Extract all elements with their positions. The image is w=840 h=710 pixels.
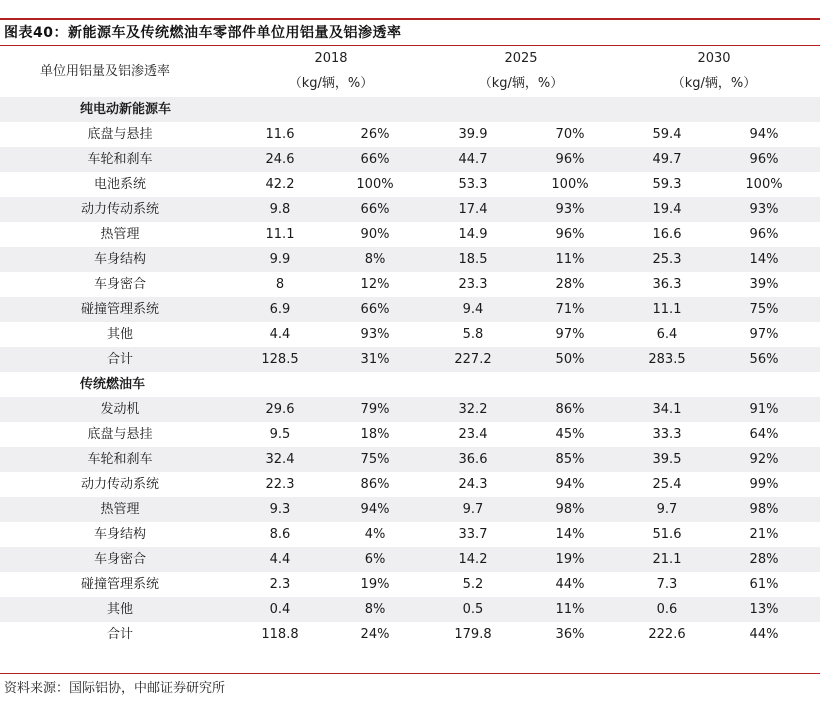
table-row — [0, 147, 820, 172]
penetration-2025: 71% — [555, 302, 585, 317]
table-row — [0, 347, 820, 372]
penetration-2030: 97% — [749, 327, 779, 342]
row-label: 动力传动系统 — [80, 202, 159, 217]
value-2030: 59.4 — [652, 127, 682, 142]
table-row — [0, 547, 820, 572]
value-2018: 9.5 — [269, 427, 291, 442]
penetration-2025: 36% — [555, 627, 585, 642]
value-2025: 5.2 — [462, 577, 484, 592]
value-2018: 24.6 — [265, 152, 295, 167]
penetration-2018: 12% — [360, 277, 390, 292]
penetration-2025: 98% — [555, 502, 585, 517]
penetration-2018: 26% — [360, 127, 390, 142]
penetration-2030: 64% — [749, 427, 779, 442]
row-label: 车身密合 — [93, 277, 146, 292]
table-row — [0, 297, 820, 322]
row-label: 车轮和刹车 — [87, 152, 153, 167]
value-2025: 44.7 — [458, 152, 488, 167]
value-2030: 283.5 — [648, 352, 686, 367]
penetration-2030: 75% — [749, 302, 779, 317]
penetration-2025: 100% — [551, 177, 589, 192]
header-year-2018: 2018 — [314, 51, 348, 66]
row-label: 碰撞管理系统 — [80, 577, 159, 592]
value-2025: 14.2 — [458, 552, 488, 567]
penetration-2018: 66% — [360, 152, 390, 167]
value-2030: 9.7 — [656, 502, 678, 517]
penetration-2025: 11% — [555, 602, 585, 617]
penetration-2018: 31% — [360, 352, 390, 367]
penetration-2018: 19% — [360, 577, 390, 592]
penetration-2018: 8% — [364, 252, 386, 267]
header-unit-2030: （kg/辆，%） — [671, 76, 757, 91]
penetration-2025: 94% — [555, 477, 585, 492]
value-2018: 118.8 — [261, 627, 299, 642]
penetration-2030: 14% — [749, 252, 779, 267]
section-title: 传统燃油车 — [80, 377, 146, 392]
data-table — [0, 97, 820, 647]
penetration-2030: 91% — [749, 402, 779, 417]
row-label: 车身密合 — [93, 552, 146, 567]
penetration-2025: 45% — [555, 427, 585, 442]
header-unit-2018: （kg/辆，%） — [288, 76, 374, 91]
table-row — [0, 397, 820, 422]
row-label: 发动机 — [100, 402, 140, 417]
value-2030: 51.6 — [652, 527, 682, 542]
penetration-2025: 19% — [555, 552, 585, 567]
value-2030: 34.1 — [652, 402, 682, 417]
row-label: 底盘与悬挂 — [87, 127, 153, 142]
table-row — [0, 497, 820, 522]
penetration-2018: 90% — [360, 227, 390, 242]
value-2025: 227.2 — [454, 352, 492, 367]
value-2030: 25.4 — [652, 477, 682, 492]
value-2025: 17.4 — [458, 202, 488, 217]
penetration-2025: 11% — [555, 252, 585, 267]
penetration-2030: 21% — [749, 527, 779, 542]
penetration-2025: 28% — [555, 277, 585, 292]
penetration-2025: 93% — [555, 202, 585, 217]
penetration-2030: 44% — [749, 627, 779, 642]
value-2018: 29.6 — [265, 402, 295, 417]
table-row — [0, 572, 820, 597]
penetration-2025: 96% — [555, 152, 585, 167]
value-2018: 6.9 — [269, 302, 291, 317]
row-label: 合计 — [106, 627, 133, 642]
value-2025: 5.8 — [462, 327, 484, 342]
penetration-2025: 70% — [555, 127, 585, 142]
table-title: 图表40：新能源车及传统燃油车零部件单位用铝量及铝渗透率 — [4, 25, 402, 41]
value-2025: 9.4 — [462, 302, 484, 317]
penetration-2018: 4% — [364, 527, 386, 542]
header-year-2025: 2025 — [504, 51, 538, 66]
table-row — [0, 522, 820, 547]
penetration-2018: 93% — [360, 327, 390, 342]
bottom-rule — [0, 673, 820, 674]
value-2025: 33.7 — [458, 527, 488, 542]
value-2030: 0.6 — [656, 602, 678, 617]
penetration-2030: 100% — [745, 177, 783, 192]
penetration-2025: 44% — [555, 577, 585, 592]
table-row — [0, 172, 820, 197]
value-2025: 32.2 — [458, 402, 488, 417]
header-year-2030: 2030 — [697, 51, 731, 66]
penetration-2018: 66% — [360, 302, 390, 317]
penetration-2018: 94% — [360, 502, 390, 517]
table-row — [0, 122, 820, 147]
table-row — [0, 447, 820, 472]
penetration-2018: 8% — [364, 602, 386, 617]
value-2018: 0.4 — [269, 602, 291, 617]
row-label: 热管理 — [100, 502, 140, 517]
section-title: 纯电动新能源车 — [80, 102, 172, 117]
value-2030: 59.3 — [652, 177, 682, 192]
source-note: 资料来源：国际铝协，中邮证券研究所 — [4, 681, 226, 696]
table-row — [0, 197, 820, 222]
value-2018: 42.2 — [265, 177, 295, 192]
penetration-2025: 96% — [555, 227, 585, 242]
top-rule — [0, 18, 820, 20]
row-label: 热管理 — [100, 227, 140, 242]
value-2030: 16.6 — [652, 227, 682, 242]
row-label: 车身结构 — [93, 252, 146, 267]
value-2025: 9.7 — [462, 502, 484, 517]
value-2030: 36.3 — [652, 277, 682, 292]
penetration-2018: 18% — [360, 427, 390, 442]
section-header-row — [0, 97, 820, 122]
row-label: 其他 — [106, 327, 133, 342]
table-row — [0, 622, 820, 647]
value-2030: 25.3 — [652, 252, 682, 267]
penetration-2030: 94% — [749, 127, 779, 142]
value-2025: 23.3 — [458, 277, 488, 292]
table-row — [0, 272, 820, 297]
table-row — [0, 472, 820, 497]
value-2018: 11.6 — [265, 127, 295, 142]
value-2025: 18.5 — [458, 252, 488, 267]
value-2030: 7.3 — [656, 577, 678, 592]
title-rule — [0, 45, 820, 46]
penetration-2018: 75% — [360, 452, 390, 467]
value-2018: 32.4 — [265, 452, 295, 467]
penetration-2030: 56% — [749, 352, 779, 367]
row-label: 碰撞管理系统 — [80, 302, 159, 317]
value-2025: 53.3 — [458, 177, 488, 192]
value-2025: 36.6 — [458, 452, 488, 467]
value-2018: 8.6 — [269, 527, 291, 542]
value-2018: 9.3 — [269, 502, 291, 517]
table-row — [0, 247, 820, 272]
value-2030: 21.1 — [652, 552, 682, 567]
penetration-2030: 92% — [749, 452, 779, 467]
value-2018: 4.4 — [269, 327, 291, 342]
penetration-2030: 13% — [749, 602, 779, 617]
table-row — [0, 597, 820, 622]
penetration-2030: 39% — [749, 277, 779, 292]
value-2030: 6.4 — [656, 327, 678, 342]
penetration-2030: 61% — [749, 577, 779, 592]
penetration-2030: 93% — [749, 202, 779, 217]
row-label: 电池系统 — [93, 177, 146, 192]
table-row — [0, 422, 820, 447]
value-2025: 39.9 — [458, 127, 488, 142]
penetration-2030: 98% — [749, 502, 779, 517]
penetration-2030: 99% — [749, 477, 779, 492]
value-2018: 22.3 — [265, 477, 295, 492]
penetration-2025: 14% — [555, 527, 585, 542]
penetration-2025: 97% — [555, 327, 585, 342]
header-unit-2025: （kg/辆，%） — [478, 76, 564, 91]
penetration-2030: 28% — [749, 552, 779, 567]
value-2030: 19.4 — [652, 202, 682, 217]
table-row — [0, 322, 820, 347]
value-2030: 11.1 — [652, 302, 682, 317]
row-label: 动力传动系统 — [80, 477, 159, 492]
penetration-2018: 100% — [356, 177, 394, 192]
penetration-2025: 85% — [555, 452, 585, 467]
header-row-label: 单位用铝量及铝渗透率 — [40, 64, 171, 79]
value-2025: 179.8 — [454, 627, 492, 642]
value-2030: 222.6 — [648, 627, 686, 642]
value-2018: 4.4 — [269, 552, 291, 567]
row-label: 其他 — [106, 602, 133, 617]
row-label: 底盘与悬挂 — [87, 427, 153, 442]
row-label: 车轮和刹车 — [87, 452, 153, 467]
value-2025: 24.3 — [458, 477, 488, 492]
value-2025: 0.5 — [462, 602, 484, 617]
row-label: 车身结构 — [93, 527, 146, 542]
penetration-2025: 50% — [555, 352, 585, 367]
penetration-2030: 96% — [749, 227, 779, 242]
penetration-2030: 96% — [749, 152, 779, 167]
value-2025: 23.4 — [458, 427, 488, 442]
value-2025: 14.9 — [458, 227, 488, 242]
penetration-2018: 86% — [360, 477, 390, 492]
section-header-row — [0, 372, 820, 397]
penetration-2018: 66% — [360, 202, 390, 217]
value-2018: 9.8 — [269, 202, 291, 217]
value-2018: 9.9 — [269, 252, 291, 267]
table-row — [0, 222, 820, 247]
row-label: 合计 — [106, 352, 133, 367]
value-2018: 2.3 — [269, 577, 291, 592]
value-2018: 128.5 — [261, 352, 299, 367]
penetration-2018: 79% — [360, 402, 390, 417]
penetration-2018: 6% — [364, 552, 386, 567]
value-2030: 39.5 — [652, 452, 682, 467]
value-2018: 11.1 — [265, 227, 295, 242]
penetration-2018: 24% — [360, 627, 390, 642]
value-2030: 49.7 — [652, 152, 682, 167]
penetration-2025: 86% — [555, 402, 585, 417]
value-2030: 33.3 — [652, 427, 682, 442]
value-2018: 8 — [275, 277, 285, 292]
